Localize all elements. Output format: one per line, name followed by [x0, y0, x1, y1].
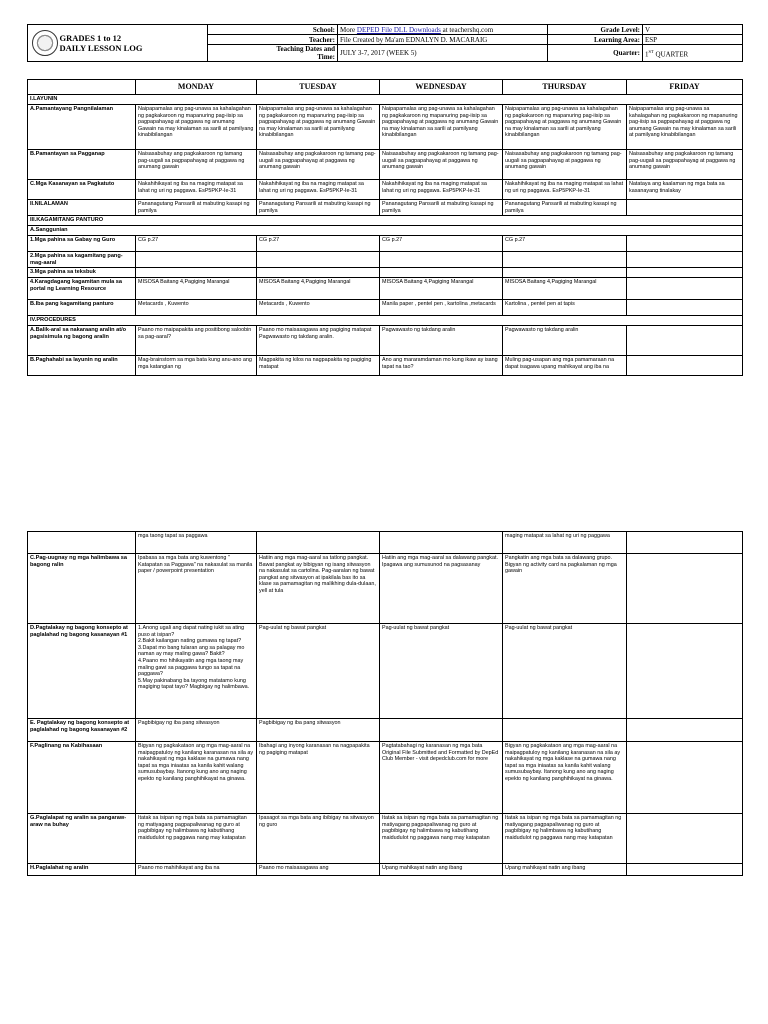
cell-monday: Metacards , Kuwento — [136, 300, 257, 316]
row-label: A.Pamantayang Pangnilalaman — [28, 105, 136, 150]
row-label: H.Paglalahat ng aralin — [28, 864, 136, 876]
row-label: C.Mga Kasanayan sa Pagkatuto — [28, 180, 136, 200]
table-row — [28, 554, 743, 624]
cell-friday — [627, 742, 743, 814]
row-label: 3.Mga pahina sa teksbuk — [28, 268, 136, 278]
cell-thursday — [503, 719, 627, 742]
row-label: 2.Mga pahina sa kagamitang pang-mag-aaral — [28, 252, 136, 268]
section-row — [28, 95, 743, 105]
table-row — [28, 200, 743, 216]
cell-friday — [627, 200, 743, 216]
school-prefix: More — [340, 25, 357, 34]
school-value — [338, 25, 548, 35]
cell-friday: Naipapamalas ang pag-unawa sa kahalagahan ng pagkakaroon ng mapanuring pag-iisip sa pagpapahayag at paggawa ng anumang Gawain na may kinalaman sa sarili at pamilyang kinabibilangan — [627, 105, 743, 150]
day-header-row — [28, 80, 743, 95]
cell-thursday: Nakahihikayat ng iba na maging matapat sa lahat ng uri ng paggawa. EsP5PKP-Ie-31 — [503, 180, 627, 200]
day-header-thursday: THURSDAY — [503, 80, 627, 95]
table-row — [28, 236, 743, 252]
quarter-num: 1 — [645, 50, 649, 59]
table-row — [28, 180, 743, 200]
cell-friday — [627, 532, 743, 554]
table-row — [28, 268, 743, 278]
quarter-value — [643, 45, 743, 62]
cell-thursday: Kartolina , pentel pen at tapis — [503, 300, 627, 316]
cell-thursday: Pangkatin ang mga bata sa dalawang grupo. Bigyan ng activity card na pagkalaman ng mga gawain — [503, 554, 627, 624]
row-label: C.Pag-uugnay ng mga halimbawa sa bagong ralin — [28, 554, 136, 624]
cell-thursday: Bigyan ng pagkakataon ang mga mag-aaral na maipagpatuloy ng kanilang karanasan na sila ay nakahikayat ng mga kaklase na gumawa nang tapat sa mga iniaatas sa kanila kahit walang sumusubaybay. Itanong kung ano ang naging epekto ng kanilang panghihikayat na ginawa. — [503, 742, 627, 814]
cell-tuesday — [257, 252, 380, 268]
table-row — [28, 814, 743, 864]
day-header-monday: MONDAY — [136, 80, 257, 95]
cell-tuesday — [257, 532, 380, 554]
table-row — [28, 278, 743, 300]
row-label: D.Pagtalakay ng bagong konsepto at paglalahad ng bagong kasanayan #1 — [28, 624, 136, 719]
cell-monday: MISOSA Baitang 4,Pagiging Marangal — [136, 278, 257, 300]
cell-tuesday: Pagbibigay ng iba pang sitwasyon — [257, 719, 380, 742]
cell-thursday: Naipapamalas ang pag-unawa sa kahalagahan ng pagkakaroon ng mapanuring pag-iisip sa pagpapahayag at paggawa ng anumang Gawain na may kinalaman sa sarili at pamilyang kinabibilangan — [503, 105, 627, 150]
cell-friday — [627, 278, 743, 300]
section-label: III.KAGAMITANG PANTURO — [28, 216, 743, 226]
day-header-corner — [28, 80, 136, 95]
row-label — [28, 532, 136, 554]
row-label: B.Pamantayan sa Pagganap — [28, 150, 136, 180]
cell-wednesday: Naipapamalas ang pag-unawa sa kahalagahan ng pagkakaroon ng mapanuring pag-iisip sa pagpapahayag at paggawa ng anumang Gawain na may kinalaman sa sarili at pamilyang kinabibilangan — [380, 105, 503, 150]
cell-thursday: Muling pag-usapan ang mga pamamaraan na dapat isagawa upang mahikayat ang iba na — [503, 356, 627, 376]
cell-wednesday: Pag-uulat ng bawat pangkat — [380, 624, 503, 719]
row-label: B.Iba pang kagamitang panturo — [28, 300, 136, 316]
table-row — [28, 105, 743, 150]
cell-monday: Pananagutang Pansarili at mabuting kasapi ng pamilya — [136, 200, 257, 216]
day-header-friday: FRIDAY — [627, 80, 743, 95]
cell-friday — [627, 864, 743, 876]
row-label: A.Balik-aral sa nakaraang aralin at/o pagsisimula ng bagong aralin — [28, 326, 136, 356]
cell-thursday: Naisasabuhay ang pagkakaroon ng tamang pag-uugali sa pagpapahayag at paggawa ng anumang gawain — [503, 150, 627, 180]
cell-friday — [627, 236, 743, 252]
cell-wednesday: Upang mahikayat natin ang ibang — [380, 864, 503, 876]
quarter-sup: ST — [648, 48, 654, 54]
cell-wednesday: Nakahihikayat ng iba na maging matapat sa lahat ng uri ng paggawa. EsP5PKP-Ie-31 — [380, 180, 503, 200]
cell-friday — [627, 252, 743, 268]
cell-friday: Natataya ang kaalaman ng mga bata sa kasanayang tinalakay — [627, 180, 743, 200]
cell-wednesday: CG p.27 — [380, 236, 503, 252]
cell-tuesday: Hatiin ang mga mag-aaral sa tatlong pangkat. Bawat pangkat ay bibigyan ng isang sitwasyon na nakasulat sa cartolina. Pag-aaralan ng bawat pangkat ang sitwasyon at ipakilala bas ito sa klase sa pamamagitan ng malikhing dula-dulaan, yell at tula — [257, 554, 380, 624]
cell-friday: Naisasabuhay ang pagkakaroon ng tamang pag-uugali sa pagpapahayag at paggawa ng anumang gawain — [627, 150, 743, 180]
cell-tuesday: Pananagutang Pansarili at mabuting kasapi ng pamilya — [257, 200, 380, 216]
row-label: 1.Mga pahina sa Gabay ng Guro — [28, 236, 136, 252]
cell-wednesday: Naisasabuhay ang pagkakaroon ng tamang pag-uugali sa pagpapahayag at paggawa ng anumang gawain — [380, 150, 503, 180]
section-label: A.Sanggunian — [28, 226, 743, 236]
cell-tuesday: Magpakita ng kilos na nagpapakita ng pagiging matapat — [257, 356, 380, 376]
cell-thursday — [503, 252, 627, 268]
area-label: Learning Area: — [548, 35, 643, 45]
cell-wednesday — [380, 268, 503, 278]
cell-wednesday: Pagtatabahagi ng karanasan ng mga bata Original File Submitted and Formatted by DepEd Club Member - visit depedclub.com for more — [380, 742, 503, 814]
grade-value: V — [643, 25, 743, 35]
header-table — [27, 24, 743, 62]
cell-thursday: Pagwawasto ng takdang aralin — [503, 326, 627, 356]
cell-wednesday — [380, 719, 503, 742]
cell-thursday: Pananagutang Pansarili at mabuting kasapi ng pamilya — [503, 200, 627, 216]
cell-friday — [627, 624, 743, 719]
cell-tuesday: Ibahagi ang inyong karanasan na nagpapakita ng pagiging matapat — [257, 742, 380, 814]
quarter-text: QUARTER — [653, 50, 689, 59]
cell-monday: Mag-brainstorm sa mga bata kung anu-ano ang mga katangian ng — [136, 356, 257, 376]
table-row — [28, 719, 743, 742]
title-line1: GRADES 1 to 12 — [59, 33, 122, 43]
cell-wednesday — [380, 252, 503, 268]
title-cell — [58, 25, 208, 62]
cell-tuesday: Naisasabuhay ang pagkakaroon ng tamang pag-uugali sa pagpapahayag at paggawa ng anumang gawain — [257, 150, 380, 180]
cell-friday — [627, 300, 743, 316]
table-row — [28, 150, 743, 180]
cell-friday — [627, 268, 743, 278]
quarter-label: Quarter: — [548, 45, 643, 62]
cell-monday: mga taong tapat sa paggawa — [136, 532, 257, 554]
cell-wednesday: Hatiin ang mga mag-aaral sa dalawang pangkat. Ipagawa ang sumusunod na pagsasanay — [380, 554, 503, 624]
table-row — [28, 624, 743, 719]
day-header-tuesday: TUESDAY — [257, 80, 380, 95]
school-link[interactable]: DEPED File DLL Downloads — [356, 25, 441, 34]
dates-label-line1: Teaching Dates and — [276, 45, 335, 53]
cell-wednesday: Pagwawasto ng takdang aralin — [380, 326, 503, 356]
dates-label — [208, 45, 338, 62]
row-label: F.Paglinang na Kabihasaan — [28, 742, 136, 814]
table-row — [28, 252, 743, 268]
cell-tuesday — [257, 268, 380, 278]
cell-friday — [627, 326, 743, 356]
cell-wednesday: Pananagutang Pansarili at mabuting kasapi ng pamilya — [380, 200, 503, 216]
cell-monday: Nakahihikayat ng iba na maging matapat sa lahat ng uri ng paggawa. EsP5PKP-Ie-31 — [136, 180, 257, 200]
table-row — [28, 326, 743, 356]
row-label: 4.Karagdagang kagamitan mula sa portal ng Learning Resource — [28, 278, 136, 300]
table-row — [28, 864, 743, 876]
area-value: ESP — [643, 35, 743, 45]
cell-wednesday: MISOSA Baitang 4,Pagiging Marangal — [380, 278, 503, 300]
cell-thursday: maging matapat sa lahat ng uri ng paggawa — [503, 532, 627, 554]
section-row — [28, 226, 743, 236]
cell-tuesday: MISOSA Baitang 4,Pagiging Marangal — [257, 278, 380, 300]
cell-thursday: Itatak sa isipan ng mga bata sa pamamagitan ng matiyagang pagpapaliwanag ng guro at pagbibigay ng halimbawa ng kabutihang maidudulot ng paggawa nang may katapatan — [503, 814, 627, 864]
cell-thursday: CG p.27 — [503, 236, 627, 252]
table-row — [28, 742, 743, 814]
lesson-table-page2 — [27, 531, 743, 876]
grade-label: Grade Level: — [548, 25, 643, 35]
teacher-value: File Created by Ma'am EDNALYN D. MACARAIG — [338, 35, 548, 45]
cell-monday: CG p.27 — [136, 236, 257, 252]
table-row — [28, 300, 743, 316]
cell-thursday: MISOSA Baitang 4,Pagiging Marangal — [503, 278, 627, 300]
section-row — [28, 216, 743, 226]
cell-thursday: Pag-uulat ng bawat pangkat — [503, 624, 627, 719]
cell-tuesday: Paano mo maisasagawa ang pagiging matapat Pagwawasto ng takdang aralin. — [257, 326, 380, 356]
cell-wednesday: Manila paper , pentel pen , kartolina ,metacards — [380, 300, 503, 316]
section-label: IV.PROCEDURES — [28, 316, 743, 326]
cell-thursday — [503, 268, 627, 278]
day-header-wednesday: WEDNESDAY — [380, 80, 503, 95]
cell-friday — [627, 814, 743, 864]
cell-tuesday: Naipapamalas ang pag-unawa sa kahalagahan ng pagkakaroon ng mapanuring pag-iisip sa pagpapahayag at paggawa ng anumang Gawain na may kinalaman sa sarili at pamilyang kinabibilangan — [257, 105, 380, 150]
table-row — [28, 356, 743, 376]
cell-monday: Itatak sa isipan ng mga bata sa pamamagitan ng matiyagang pagpapaliwanag ng guro at pagbibigay ng halimbawa ng kabutihang maidudulot ng paggawa nang may katapatan — [136, 814, 257, 864]
cell-thursday: Upang mahikayat natin ang ibang — [503, 864, 627, 876]
row-label: II.NILALAMAN — [28, 200, 136, 216]
section-row — [28, 316, 743, 326]
cell-tuesday: CG p.27 — [257, 236, 380, 252]
cell-monday: Naipapamalas ang pag-unawa sa kahalagahan ng pagkakaroon ng mapanuring pag-iisip sa pagpapahayag at paggawa ng anumang Gawain na may kinalaman sa sarili at pamilyang kinabibilangan — [136, 105, 257, 150]
title-line2: DAILY LESSON LOG — [59, 43, 143, 53]
dates-label-line2: Time: — [317, 53, 335, 61]
cell-friday — [627, 356, 743, 376]
teacher-label: Teacher: — [208, 35, 338, 45]
cell-tuesday: Nakahihikayat ng iba na maging matapat sa lahat ng uri ng paggawa. EsP5PKP-Ie-31 — [257, 180, 380, 200]
cell-monday: Paano mo mahihikayat ang iba na — [136, 864, 257, 876]
cell-monday: Naisasabuhay ang pagkakaroon ng tamang pag-uugali sa pagpapahayag at paggawa ng anumang gawain — [136, 150, 257, 180]
cell-monday — [136, 252, 257, 268]
section-label: I.LAYUNIN — [28, 95, 743, 105]
row-label: B.Paghahabi sa layunin ng aralin — [28, 356, 136, 376]
logo-cell — [28, 25, 58, 62]
school-label: School: — [208, 25, 338, 35]
cell-wednesday: Itatak sa isipan ng mga bata sa pamamagitan ng matiyagang pagpapaliwanag ng guro at pagbibigay ng halimbawa ng kabutihang maidudulot ng paggawa nang may katapatan — [380, 814, 503, 864]
school-suffix: at teachershq.com — [440, 25, 494, 34]
cell-tuesday: Paano mo maisasagawa ang — [257, 864, 380, 876]
dates-value: JULY 3-7, 2017 (WEEK 5) — [338, 45, 548, 62]
cell-monday: Paano mo maipapakita ang positibong saloobin sa pag-aaral? — [136, 326, 257, 356]
cell-monday: Pagbibigay ng iba pang sitwasyon — [136, 719, 257, 742]
cell-tuesday: Metacards , Kuwento — [257, 300, 380, 316]
deped-seal-icon — [32, 30, 58, 56]
row-label: G.Paglalapat ng aralin sa pangaraw-araw na buhay — [28, 814, 136, 864]
cell-friday — [627, 719, 743, 742]
cell-monday — [136, 268, 257, 278]
table-row — [28, 532, 743, 554]
cell-wednesday: Ano ang mararamdaman mo kung ikaw ay isang tapat na tao? — [380, 356, 503, 376]
cell-friday — [627, 554, 743, 624]
cell-monday: Bigyan ng pagkakataon ang mga mag-aaral na maipagpatuloy ng kanilang karanasan na sila ay nakahikayat ng mga kaklase na gumawa nang tapat sa mga iniaatas sa kanila kahit walang sumusubaybay. Itanong kung ano ang naging epekto ng kanilang panghihikayat na ginawa. — [136, 742, 257, 814]
cell-tuesday: Ipasagot sa mga bata ang ibibigay na sitwasyon ng guro — [257, 814, 380, 864]
cell-wednesday — [380, 532, 503, 554]
row-label: E. Pagtalakay ng bagong konsepto at paglalahad ng bagong kasanayan #2 — [28, 719, 136, 742]
cell-monday: 1.Anong ugali ang dapat nating iukit sa ating puso at isipan? 2.Bakit kailangan nating gumawa ng tapat? 3.Dapat mo bang tularan ang sa palagay mo naman ay may maling gawa? Bakit? 4.Paano mo hihikayatin ang mga taong may maling gawi sa paggawa tungo sa tapat na paggawa? 5.May pakinabang ba tayong matatamo kung magiging tapat tayo? Magbigay ng halimbawa. — [136, 624, 257, 719]
cell-tuesday: Pag-uulat ng bawat pangkat — [257, 624, 380, 719]
cell-monday: Ipabasa sa mga bata ang kuwentong " Katapatan sa Paggawa" na nakasulat sa manila paper / powerpoint presentation — [136, 554, 257, 624]
lesson-table-page1 — [27, 79, 743, 376]
